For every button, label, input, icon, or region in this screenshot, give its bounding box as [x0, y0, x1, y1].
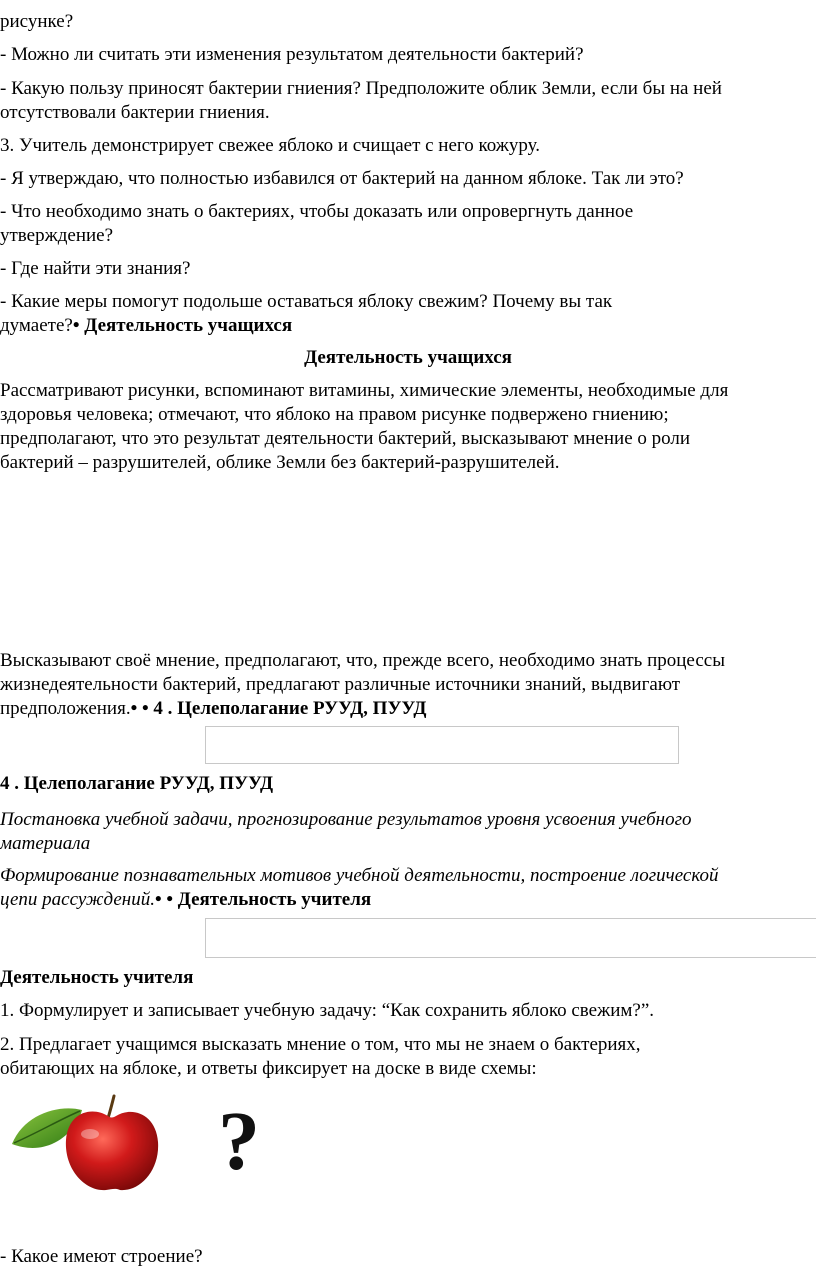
text-line: [0, 888, 371, 912]
text-line: здоровья человека; отмечают, что яблоко на правом рисунке подвержено гниению;: [0, 404, 669, 425]
students-heading: Деятельность учащихся: [304, 347, 512, 368]
text-line: Высказывают своё мнение, предполагают, что, прежде всего, необходимо знать процессы: [0, 650, 725, 671]
text-line: - Какое имеют строение?: [0, 1246, 203, 1267]
stem-icon: [108, 1096, 114, 1118]
section-heading: 4 . Целеполагание РУУД, ПУУД: [0, 773, 274, 794]
text-line: - Где найти эти знания?: [0, 258, 191, 279]
text-line: жизнедеятельности бактерий, предлагают различные источники знаний, выдвигают: [0, 674, 681, 695]
text-line: [0, 697, 427, 721]
text-line: - Какую пользу приносят бактерии гниения? Предположите облик Земли, если бы на ней: [0, 78, 722, 99]
text-line: - Можно ли считать эти изменения результатом деятельности бактерий?: [0, 44, 584, 65]
empty-box: [205, 918, 816, 958]
empty-box: [205, 726, 679, 764]
inline-heading: • • 4 . Целеполагание РУУД, ПУУД: [130, 698, 427, 719]
inline-heading: • • Деятельность учителя: [154, 889, 372, 910]
text-line: предполагают, что это результат деятельности бактерий, высказывают мнение о роли: [0, 428, 691, 449]
text-line: 2. Предлагает учащимся высказать мнение о том, что мы не знаем о бактериях,: [0, 1034, 641, 1055]
text-line: бактерий – разрушителей, облике Земли без бактерий-разрушителей.: [0, 452, 560, 473]
text-line: - Что необходимо знать о бактериях, чтобы доказать или опровергнуть данное: [0, 201, 634, 222]
text-fragment: цепи рассуждений.: [0, 889, 155, 910]
apple-body-icon: [66, 1111, 158, 1190]
text-line: отсутствовали бактерии гниения.: [0, 102, 270, 123]
text-line: обитающих на яблоке, и ответы фиксирует на доске в виде схемы:: [0, 1058, 537, 1079]
text-line: рисунке?: [0, 11, 74, 32]
text-fragment: думаете?: [0, 315, 73, 336]
text-line: - Какие меры помогут подольше оставаться яблоку свежим? Почему вы так: [0, 291, 613, 312]
apple-illustration: [4, 1092, 164, 1200]
text-line: [0, 314, 292, 338]
text-line: утверждение?: [0, 225, 114, 246]
text-line: - Я утверждаю, что полностью избавился от бактерий на данном яблоке. Так ли это?: [0, 168, 684, 189]
text-line: Формирование познавательных мотивов учебной деятельности, построение логической: [0, 865, 719, 886]
text-line: Рассматривают рисунки, вспоминают витамины, химические элементы, необходимые для: [0, 380, 729, 401]
text-line: Постановка учебной задачи, прогнозирование результатов уровня усвоения учебного: [0, 809, 692, 830]
text-line: 1. Формулирует и записывает учебную задачу: “Как сохранить яблоко свежим?”.: [0, 1000, 655, 1021]
question-mark: ?: [218, 1095, 260, 1188]
bullet: •: [72, 315, 80, 336]
text-fragment: предположения.: [0, 698, 131, 719]
text-line: материала: [0, 833, 91, 854]
inline-heading: Деятельность учащихся: [79, 315, 293, 336]
teacher-heading: Деятельность учителя: [0, 967, 194, 988]
text-line: 3. Учитель демонстрирует свежее яблоко и счищает с него кожуру.: [0, 135, 540, 156]
